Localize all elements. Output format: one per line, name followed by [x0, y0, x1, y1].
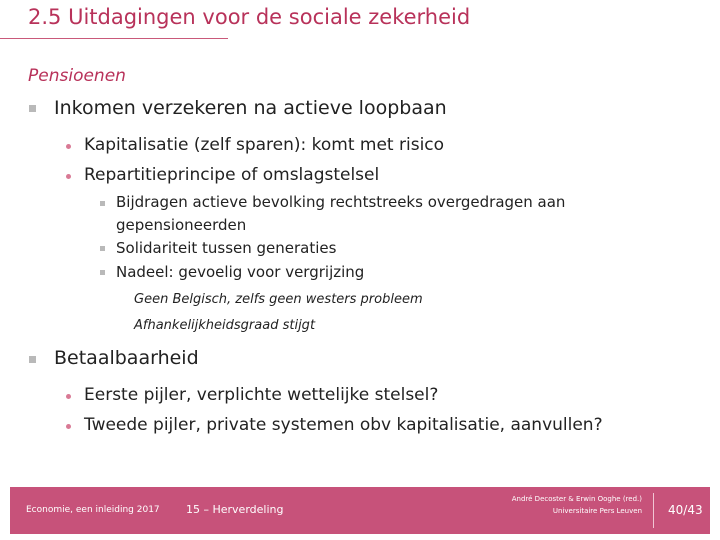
dot-bullet-icon — [66, 144, 71, 149]
bullet-inkomen: Inkomen verzekeren na actieve loopbaan — [54, 97, 447, 119]
bullet-betaalbaarheid: Betaalbaarheid — [54, 347, 199, 369]
item-tweede-pijler: Tweede pijler, private systemen obv kapitalisatie, aanvullen? — [84, 415, 603, 435]
footer-divider — [653, 493, 654, 528]
subitem-bijdragen: Bijdragen actieve bevolking rechtstreeks overgedragen aan — [116, 193, 566, 211]
item-kapitalisatie: Kapitalisatie (zelf sparen): komt met risico — [84, 135, 445, 155]
dot-bullet-icon — [66, 424, 71, 429]
footer-chapter: 15 – Herverdeling — [186, 503, 284, 516]
subitem-solidariteit: Solidariteit tussen generaties — [116, 239, 337, 257]
subitem-bijdragen-cont: gepensioneerden — [116, 216, 247, 234]
square-bullet-icon — [100, 270, 105, 275]
dot-bullet-icon — [66, 174, 71, 179]
subitem-nadeel: Nadeel: gevoelig voor vergrijzing — [116, 263, 365, 281]
page-number: 40/43 — [668, 503, 703, 517]
square-bullet-icon — [29, 105, 36, 112]
title-underline — [0, 38, 228, 39]
square-bullet-icon — [29, 356, 36, 363]
note-belgisch: Geen Belgisch, zelfs geen westers probleem — [134, 292, 423, 307]
square-bullet-icon — [100, 201, 105, 206]
footer-book-title: Economie, een inleiding 2017 — [26, 505, 160, 515]
square-bullet-icon — [100, 246, 105, 251]
footer-authors-line2: Universitaire Pers Leuven — [552, 507, 642, 515]
item-repartitie: Repartitieprincipe of omslagstelsel — [84, 165, 380, 185]
slide-title: 2.5 Uitdagingen voor de sociale zekerheid — [28, 5, 471, 29]
item-eerste-pijler: Eerste pijler, verplichte wettelijke stelsel? — [84, 385, 439, 405]
section-heading: Pensioenen — [28, 66, 126, 86]
note-afhankelijkheid: Afhankelijkheidsgraad stijgt — [134, 318, 316, 333]
dot-bullet-icon — [66, 394, 71, 399]
footer-bar — [10, 487, 710, 534]
footer-authors — [490, 493, 642, 517]
footer-authors-line1: André Decoster & Erwin Ooghe (red.) — [511, 495, 642, 503]
